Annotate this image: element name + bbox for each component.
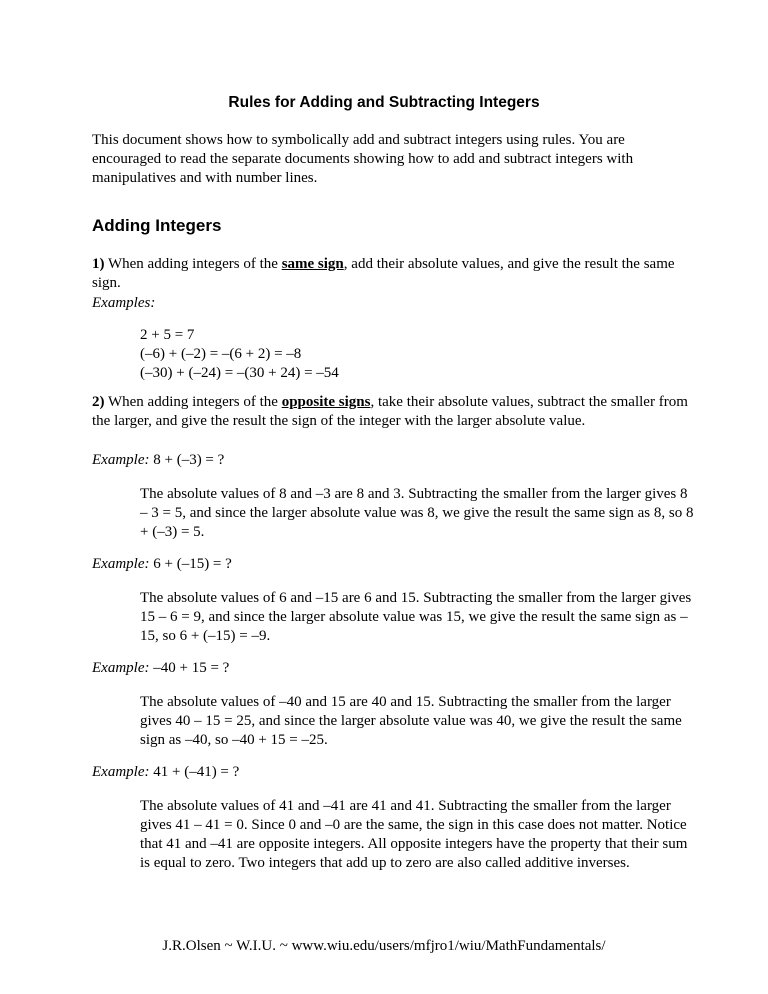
- rule-1-number: 1): [92, 256, 105, 272]
- example-explanation: The absolute values of 41 and –41 are 41 and 41. Subtracting the smaller from the larger gives 41 – 41 = 0. Since 0 and –0 are the same, the sign in this case does not matter. Notice that 41 and –41 are opposite integers. All opposite integers have the property that their sum is equal to zero. Two integers that add up to zero are also called additive inverses.: [140, 798, 688, 871]
- equation: (–30) + (–24) = –(30 + 24) = –54: [140, 365, 339, 381]
- page-footer: J.R.Olsen ~ W.I.U. ~ www.wiu.edu/users/mfjro1/wiu/MathFundamentals/: [162, 938, 606, 954]
- example-heading: Example: 41 + (–41) = ?: [92, 764, 240, 780]
- equation: (–6) + (–2) = –(6 + 2) = –8: [140, 346, 302, 362]
- rule-2-paragraph: [92, 393, 692, 431]
- rule-1-text-after: , add their absolute values, and give the result the same sign.: [92, 256, 675, 291]
- rule-1-text-before: When adding integers of the: [104, 256, 282, 272]
- rule-2-number: 2): [92, 394, 105, 410]
- rule-2-text-before: When adding integers of the: [104, 394, 282, 410]
- example-heading: Example: 6 + (–15) = ?: [92, 556, 232, 572]
- rule-1-paragraph: [92, 255, 692, 293]
- rule-1-examples-label: Examples:: [92, 295, 156, 311]
- rule-2-keyword: opposite signs: [281, 394, 371, 410]
- equation: 2 + 5 = 7: [140, 327, 195, 343]
- example-heading: Example: 8 + (–3) = ?: [92, 452, 225, 468]
- section-heading: Adding Integers: [92, 216, 222, 235]
- page-title: Rules for Adding and Subtracting Integers: [228, 94, 540, 111]
- rule-2-text-after: , take their absolute values, subtract the smaller from the larger, and give the result the sign of the integer with the larger absolute value.: [92, 394, 688, 429]
- example-explanation: The absolute values of 8 and –3 are 8 and 3. Subtracting the smaller from the larger gives 8 – 3 = 5, and since the larger absolute value was 8, we give the result the same sign as 8, so 8 + (–3) = 5.: [140, 486, 694, 540]
- rule-1-keyword: same sign: [281, 256, 344, 272]
- example-explanation: The absolute values of 6 and –15 are 6 and 15. Subtracting the smaller from the larger gives 15 – 6 = 9, and since the larger absolute value was 15, we give the result the same sign as –15, so 6 + (–15) = –9.: [140, 590, 692, 644]
- example-heading: Example: –40 + 15 = ?: [92, 660, 230, 676]
- example-explanation: The absolute values of –40 and 15 are 40 and 15. Subtracting the smaller from the larger gives 40 – 15 = 25, and since the larger absolute value was 40, we give the result the same sign as –40, so –40 + 15 = –25.: [140, 694, 682, 748]
- intro-paragraph: This document shows how to symbolically add and subtract integers using rules. You are encouraged to read the separate documents showing how to add and subtract integers with manipulatives and with number lines.: [92, 132, 634, 186]
